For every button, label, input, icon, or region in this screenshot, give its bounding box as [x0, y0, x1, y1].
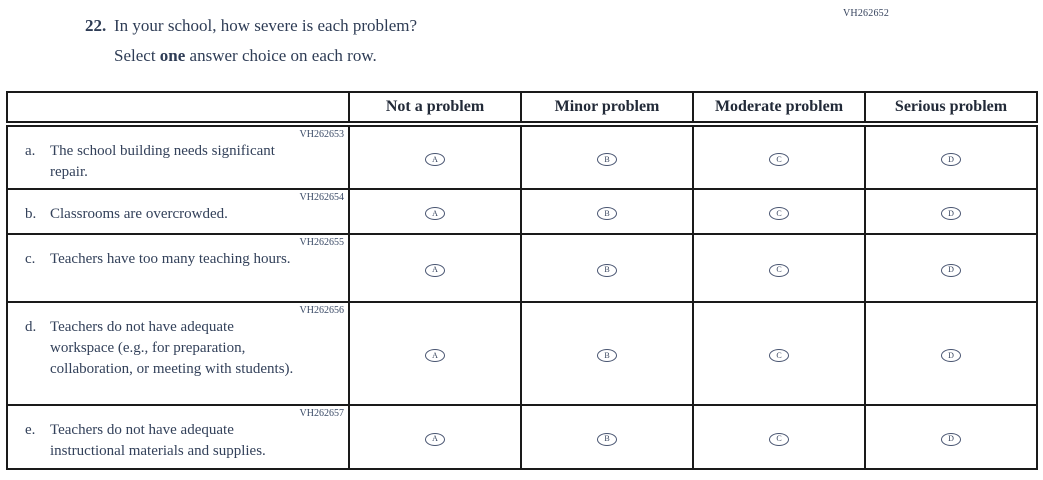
table-row — [7, 234, 1037, 302]
option-cell — [349, 124, 521, 189]
option-cell — [521, 234, 693, 302]
bubble-letter: A — [432, 434, 438, 443]
row-statement: The school building needs significant repair. — [50, 143, 275, 180]
question-block — [85, 16, 417, 66]
question-number: 22. — [85, 16, 107, 35]
row-statement-line — [8, 316, 348, 384]
option-cell — [521, 405, 693, 469]
row-statement-line — [8, 140, 348, 187]
option-cell — [349, 234, 521, 302]
instruction-prefix: Select — [114, 46, 160, 65]
bubble-letter: C — [776, 350, 782, 360]
column-header-moderate-problem: Moderate problem — [693, 92, 865, 124]
question-line — [85, 16, 417, 36]
statement-cell — [7, 302, 349, 405]
answer-bubble-c-B[interactable] — [597, 264, 617, 277]
bubble-letter: C — [776, 434, 782, 443]
row-statement: Teachers have too many teaching hours. — [50, 251, 291, 267]
option-cell — [693, 234, 865, 302]
answer-bubble-d-C[interactable] — [769, 349, 789, 362]
instruction-suffix: answer choice on each row. — [185, 46, 377, 65]
table-row — [7, 124, 1037, 189]
bubble-letter: D — [948, 434, 954, 443]
option-cell — [521, 124, 693, 189]
answer-bubble-b-C[interactable] — [769, 207, 789, 220]
option-cell — [693, 405, 865, 469]
answer-bubble-c-D[interactable] — [941, 264, 961, 277]
answer-bubble-b-A[interactable] — [425, 207, 445, 220]
row-statement: Teachers do not have adequate workspace (e.g., for preparation, collaboration, or meeting with students). — [50, 319, 294, 377]
answer-bubble-d-A[interactable] — [425, 349, 445, 362]
option-cell — [865, 124, 1037, 189]
row-item-code: VH262654 — [299, 192, 344, 203]
bubble-letter: A — [432, 350, 438, 360]
answer-bubble-e-B[interactable] — [597, 433, 617, 446]
option-cell — [693, 189, 865, 234]
option-cell — [865, 405, 1037, 469]
row-statement: Teachers do not have adequate instructional materials and supplies. — [50, 422, 266, 459]
page-item-code: VH262652 — [843, 8, 890, 19]
option-cell — [693, 124, 865, 189]
table-row — [7, 302, 1037, 405]
bubble-letter: D — [948, 265, 954, 274]
row-item-code: VH262657 — [299, 408, 344, 419]
option-cell — [865, 189, 1037, 234]
option-cell — [349, 405, 521, 469]
row-statement-line — [8, 419, 348, 466]
row-item-code: VH262655 — [299, 237, 344, 248]
option-cell — [865, 234, 1037, 302]
bubble-letter: D — [948, 208, 954, 218]
bubble-letter: B — [604, 434, 610, 443]
bubble-letter: B — [604, 350, 610, 360]
option-cell — [521, 189, 693, 234]
empty-header-cell — [7, 92, 349, 124]
bubble-letter: A — [432, 154, 438, 164]
row-statement-line — [8, 248, 348, 274]
bubble-letter: C — [776, 154, 782, 164]
table-row — [7, 405, 1037, 469]
bubble-letter: C — [776, 265, 782, 274]
answer-bubble-a-A[interactable] — [425, 153, 445, 166]
row-letter: d. — [25, 319, 37, 335]
option-cell — [349, 302, 521, 405]
bubble-letter: D — [948, 350, 954, 360]
severity-matrix-table — [6, 91, 1038, 470]
header-row — [7, 92, 1037, 124]
column-header-not-a-problem: Not a problem — [349, 92, 521, 124]
option-cell — [349, 189, 521, 234]
bubble-letter: B — [604, 154, 610, 164]
answer-bubble-a-B[interactable] — [597, 153, 617, 166]
statement-cell — [7, 234, 349, 302]
bubble-letter: C — [776, 208, 782, 218]
column-header-minor-problem: Minor problem — [521, 92, 693, 124]
bubble-letter: A — [432, 265, 438, 274]
answer-bubble-a-C[interactable] — [769, 153, 789, 166]
answer-bubble-b-D[interactable] — [941, 207, 961, 220]
row-item-code: VH262656 — [299, 305, 344, 316]
row-letter: c. — [25, 251, 36, 267]
answer-bubble-e-A[interactable] — [425, 433, 445, 446]
question-instruction — [114, 46, 417, 66]
answer-bubble-c-C[interactable] — [769, 264, 789, 277]
row-letter: b. — [25, 206, 37, 222]
answer-bubble-d-D[interactable] — [941, 349, 961, 362]
row-letter: a. — [25, 143, 36, 159]
question-text: In your school, how severe is each problem? — [114, 16, 418, 35]
bubble-letter: B — [604, 208, 610, 218]
answer-bubble-e-C[interactable] — [769, 433, 789, 446]
table-row — [7, 189, 1037, 234]
statement-cell — [7, 124, 349, 189]
bubble-letter: D — [948, 154, 954, 164]
row-statement: Classrooms are overcrowded. — [50, 206, 228, 222]
answer-bubble-d-B[interactable] — [597, 349, 617, 362]
statement-cell — [7, 189, 349, 234]
answer-bubble-b-B[interactable] — [597, 207, 617, 220]
column-header-serious-problem: Serious problem — [865, 92, 1037, 124]
row-letter: e. — [25, 422, 36, 438]
row-statement-line — [8, 203, 348, 229]
bubble-letter: A — [432, 208, 438, 218]
instruction-bold-word: one — [159, 46, 186, 65]
option-cell — [521, 302, 693, 405]
answer-bubble-e-D[interactable] — [941, 433, 961, 446]
row-item-code: VH262653 — [299, 129, 344, 140]
option-cell — [693, 302, 865, 405]
option-cell — [865, 302, 1037, 405]
answer-bubble-c-A[interactable] — [425, 264, 445, 277]
bubble-letter: B — [604, 265, 610, 274]
statement-cell — [7, 405, 349, 469]
answer-bubble-a-D[interactable] — [941, 153, 961, 166]
